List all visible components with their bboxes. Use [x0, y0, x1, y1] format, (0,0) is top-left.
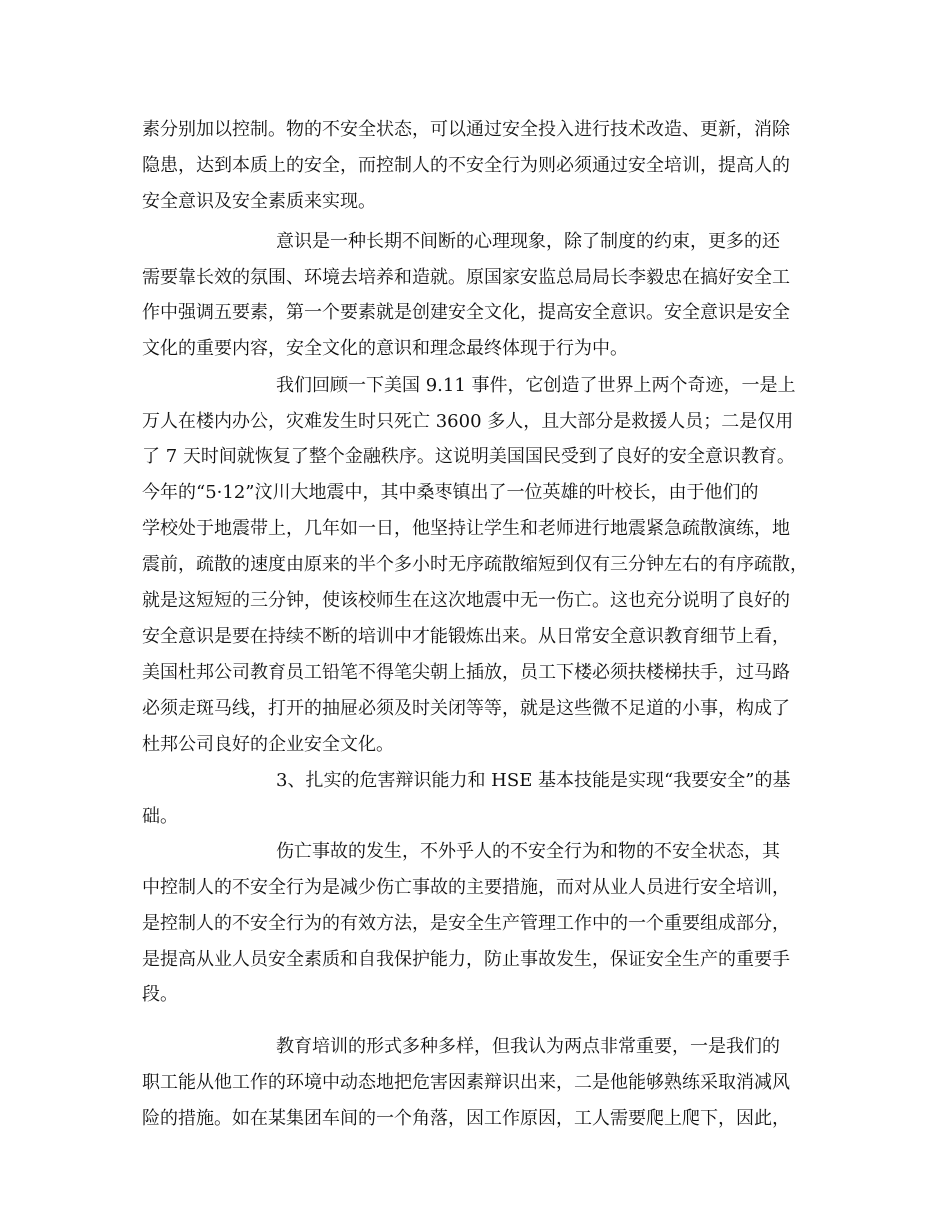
text-line: 安全意识及安全素质来实现。	[142, 191, 376, 212]
text-line: 学校处于地震带上，几年如一日，他坚持让学生和老师进行地震紧急疏散演练，地	[142, 518, 790, 539]
text-line: 础。	[142, 806, 178, 827]
text-line: 安全意识是要在持续不断的培训中才能锻炼出来。从日常安全意识教育细节上看，	[142, 626, 790, 647]
text-line: 中控制人的不安全行为是减少伤亡事故的主要措施，而对从业人员进行安全培训，	[142, 877, 790, 898]
paragraph-first-line: 教育培训的形式多种多样，但我认为两点非常重要，一是我们的	[276, 1036, 780, 1057]
text-line: 就是这短短的三分钟，使该校师生在这次地震中无一伤亡。这也充分说明了良好的	[142, 590, 790, 611]
text-line: 了 7 天时间就恢复了整个金融秩序。这说明美国国民受到了良好的安全意识教育。	[142, 446, 795, 467]
text-line: 美国杜邦公司教育员工铅笔不得笔尖朝上插放，员工下楼必须扶楼梯扶手，过马路	[142, 662, 790, 683]
text-line: 今年的“5·12”汶川大地震中，其中桑枣镇出了一位英雄的叶校长，由于他们的	[142, 482, 759, 503]
text-line: 作中强调五要素，第一个要素就是创建安全文化，提高安全意识。安全意识是安全	[142, 302, 790, 323]
section-heading: 3、扎实的危害辩识能力和 HSE 基本技能是实现“我要安全”的基	[276, 770, 791, 791]
text-line: 险的措施。如在某集团车间的一个角落，因工作原因，工人需要爬上爬下，因此，	[142, 1108, 790, 1129]
text-line: 杜邦公司良好的企业安全文化。	[142, 734, 394, 755]
text-line: 需要靠长效的氛围、环境去培养和造就。原国家安监总局局长李毅忠在搞好安全工	[142, 267, 790, 288]
paragraph-first-line: 伤亡事故的发生，不外乎人的不安全行为和物的不安全状态，其	[276, 841, 780, 862]
text-line: 文化的重要内容，安全文化的意识和理念最终体现于行为中。	[142, 338, 628, 359]
text-line: 隐患，达到本质上的安全，而控制人的不安全行为则必须通过安全培训，提高人的	[142, 155, 790, 176]
text-line: 万人在楼内办公，灾难发生时只死亡 3600 多人，且大部分是救援人员；二是仅用	[142, 411, 794, 432]
text-line: 素分别加以控制。物的不安全状态，可以通过安全投入进行技术改造、更新，消除	[142, 119, 790, 140]
text-line: 段。	[142, 984, 178, 1005]
text-line: 震前，疏散的速度由原来的半个多小时无序疏散缩短到仅有三分钟左右的有序疏散，	[142, 554, 808, 575]
text-line: 必须走斑马线，打开的抽屉必须及时关闭等等，就是这些微不足道的小事，构成了	[142, 698, 790, 719]
paragraph-first-line: 我们回顾一下美国 9.11 事件，它创造了世界上两个奇迹，一是上	[276, 375, 796, 396]
text-line: 是提高从业人员安全素质和自我保护能力，防止事故发生，保证安全生产的重要手	[142, 949, 790, 970]
text-line: 职工能从他工作的环境中动态地把危害因素辩识出来，二是他能够熟练采取消减风	[142, 1072, 790, 1093]
text-line: 是控制人的不安全行为的有效方法，是安全生产管理工作中的一个重要组成部分，	[142, 913, 790, 934]
paragraph-first-line: 意识是一种长期不间断的心理现象，除了制度的约束，更多的还	[276, 231, 780, 252]
